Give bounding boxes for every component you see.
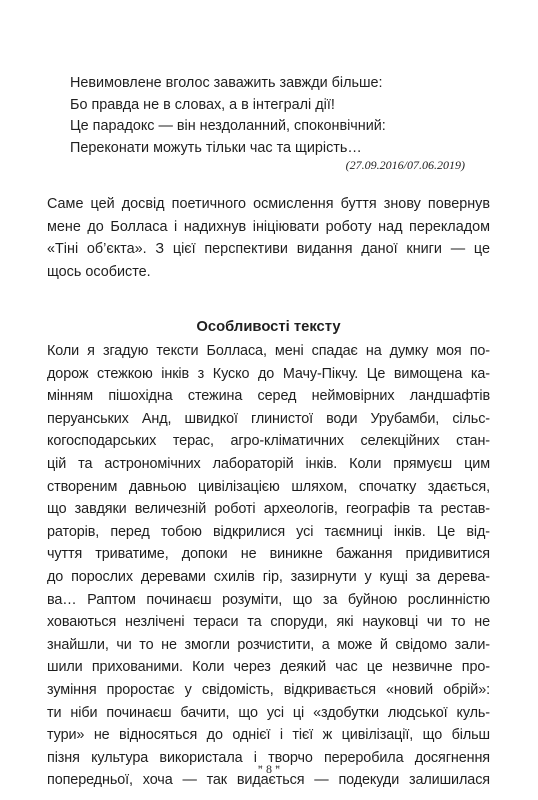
section-body bbox=[47, 340, 490, 792]
body-line: шили прихованими. Коли через деякий час це незвичне про- bbox=[47, 659, 490, 676]
body-line: знайшли, чи то не змогли розчистити, а може й свідомо зали- bbox=[47, 636, 490, 653]
ornament-right-icon: ꟸ bbox=[275, 764, 281, 774]
body-line: цій та астрономічних лабораторій інків. Коли прямуєш цим bbox=[47, 455, 490, 472]
poem-line: Невимовлене вголос заважить завжди більше: bbox=[70, 75, 383, 91]
body-line: перуанських Анд, швидкої глинистої води Урубамби, сільс- bbox=[47, 410, 490, 427]
body-line: ховаються незлічені тераси та споруди, які науковці чи то не bbox=[47, 614, 490, 631]
poem-line: Переконати можуть тільки час та щирість… bbox=[70, 139, 362, 156]
intro-line: щось особисте. bbox=[47, 263, 151, 280]
intro-line: Саме цей досвід поетичного осмислення буття знову повернув bbox=[47, 196, 490, 212]
intro-line: «Тіні об’єкта». З цієї перспективи видання даної книги — це bbox=[47, 241, 490, 257]
section-heading: Особливості тексту bbox=[196, 319, 341, 335]
poem-date: (27.09.2016/07.06.2019) bbox=[345, 158, 465, 172]
body-line: ва… Раптом починаєш розуміти, що за буйною рослинністю bbox=[47, 591, 490, 608]
body-line: чуття триватиме, допоки не виникне бажання придивитися bbox=[47, 546, 490, 563]
body-line: тури» не відносяться до однієї і тієї ж цивілізації, що більш bbox=[47, 727, 490, 744]
page-number-footer bbox=[0, 762, 538, 776]
poem-block bbox=[70, 73, 470, 172]
body-line: дорож стежкою інків з Куско до Мачу-Пікчу. Це вимощена ка- bbox=[47, 365, 490, 382]
poem-line: Бо правда не в словах, а в інтегралі дії! bbox=[70, 96, 335, 113]
body-line: когосподарських терас, агро-кліматичних селекційних стан- bbox=[47, 433, 490, 450]
page-number: 8 bbox=[266, 762, 272, 776]
body-line: Коли я згадую тексти Болласа, мені спадає на думку моя по- bbox=[47, 343, 490, 359]
poem-line: Це парадокс — він нездоланний, споконвічний: bbox=[70, 118, 386, 134]
body-line: раторів, перед тобою відкрилися усі таємниці інків. Це від- bbox=[47, 523, 490, 540]
body-line: пізня культура використала і творчо переробила досягнення bbox=[47, 749, 490, 766]
intro-paragraph bbox=[47, 193, 490, 283]
intro-line: мене до Болласа і надихнув ініціювати роботу над перекладом bbox=[47, 218, 490, 235]
body-line: мінням пішохідна стежина серед неймовірних ландшафтів bbox=[47, 388, 490, 405]
body-line: що завдяки величезній роботі археологів, географів та рестав- bbox=[47, 501, 490, 518]
body-line: ти ніби починаєш бачити, що усі ці «здобутки людської куль- bbox=[47, 704, 490, 721]
ornament-left-icon: ꟸ bbox=[257, 764, 263, 774]
body-line: до порослих деревами схилів гір, зазирнути у кущі за дерева- bbox=[47, 568, 490, 585]
body-line: зуміння проростає у свідомість, відкривається «новий обрій»: bbox=[47, 681, 490, 698]
body-line: попередньої, хоча — так видається — подекуди залишилася bbox=[47, 772, 490, 789]
body-line: створеним давньою цивілізацією шляхом, спочатку здається, bbox=[47, 478, 490, 495]
